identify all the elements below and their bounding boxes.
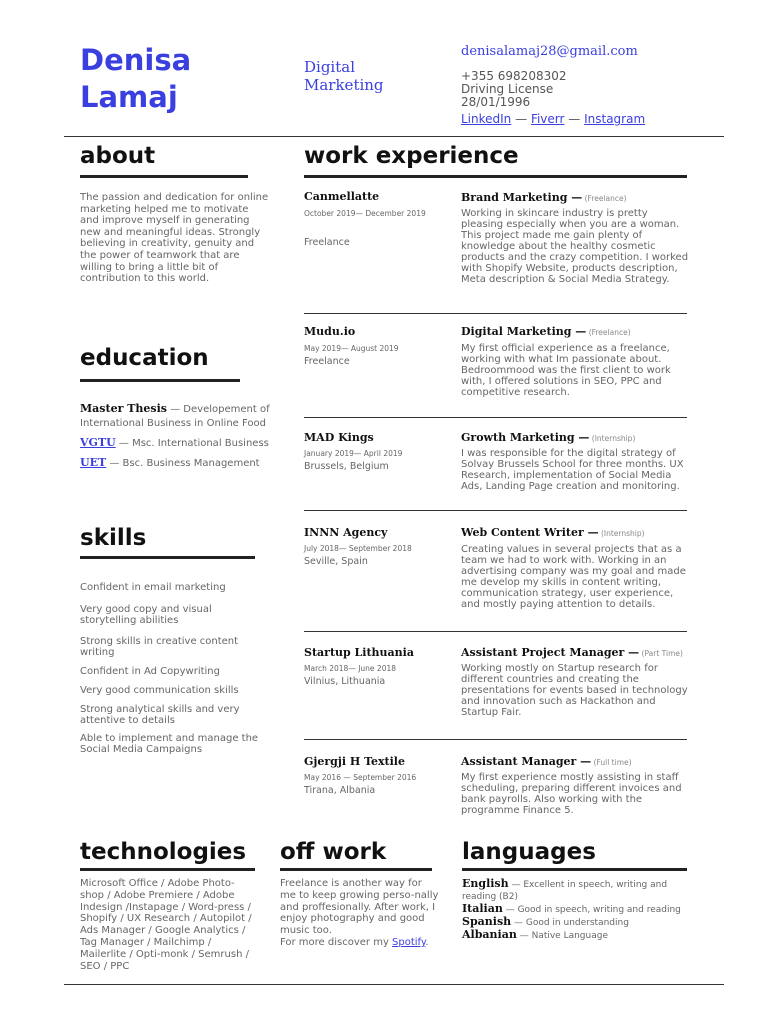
education-item xyxy=(80,456,280,471)
last-name: Lamaj xyxy=(80,80,178,114)
skill-item: Confident in Ad Copywriting xyxy=(80,666,220,677)
off-work-discover: For more discover my xyxy=(280,936,393,948)
job-title: Digital Marketing — (Freelance) xyxy=(461,325,631,338)
education-underline xyxy=(80,379,240,382)
driving-license: Driving License xyxy=(461,82,554,96)
job-location: Freelance xyxy=(304,356,350,367)
education-desc: — Bsc. Business Management xyxy=(106,458,260,469)
job-title: Web Content Writer — (Internship) xyxy=(461,526,645,539)
job-dates: March 2018— June 2018 xyxy=(304,664,397,673)
job-dates: July 2018— September 2018 xyxy=(304,544,412,553)
job-type: (Internship) xyxy=(589,434,636,443)
uet-link[interactable]: UET xyxy=(80,456,107,469)
role-line-2: Marketing xyxy=(304,76,384,94)
job-type: (Internship) xyxy=(598,529,645,538)
job-dates: May 2016 — September 2016 xyxy=(304,773,417,782)
job-description: My first official experience as a freelance, working with what Im passionate about. Bedroommood was the first client to work with, I offered solutions in SEO, PPC and competitive research. xyxy=(461,343,671,398)
work-heading: work experience xyxy=(304,143,519,169)
role-line-1: Digital xyxy=(304,58,355,76)
technologies-underline xyxy=(80,868,255,871)
job-dates: October 2019— December 2019 xyxy=(304,209,426,218)
language-name: Italian xyxy=(462,902,503,915)
work-underline xyxy=(304,175,687,178)
about-text: The passion and dedication for online marketing helped me to motivate and improve myself in generating new and meaningful ideas. Strongly believing in creativity, genuity and the power of teamwork that are willing to bring a little bit of contribution to this world. xyxy=(80,192,269,285)
job-location: Tirana, Albania xyxy=(304,785,376,796)
off-work-body: Freelance is another way for me to keep growing perso-nally and proffesionally. After work, I enjoy photography and good music too. xyxy=(280,878,439,937)
job-company: Startup Lithuania xyxy=(304,646,414,659)
link-separator: — xyxy=(511,112,531,126)
job-company: Gjergji H Textile xyxy=(304,755,405,768)
person-name xyxy=(80,42,191,116)
off-work-end: . xyxy=(425,936,429,948)
job-location: Brussels, Belgium xyxy=(304,461,389,472)
languages-underline xyxy=(462,868,687,871)
job-type: (Freelance) xyxy=(582,194,627,203)
link-separator: — xyxy=(564,112,585,126)
job-location: Seville, Spain xyxy=(304,556,368,567)
skill-item: Strong analytical skills and very attentive to details xyxy=(80,704,240,726)
technologies-heading: technologies xyxy=(80,839,247,865)
email-link[interactable]: denisalamaj28@gmail.com xyxy=(461,44,638,59)
education-desc: — Developement of International Business in Online Food xyxy=(80,404,270,429)
social-links xyxy=(461,113,645,125)
language-name: Albanian xyxy=(462,928,517,941)
vgtu-link[interactable]: VGTU xyxy=(80,436,116,449)
job-company: Canmellatte xyxy=(304,190,380,203)
language-level: — Good in understanding xyxy=(511,918,629,928)
skill-item: Very good communication skills xyxy=(80,685,239,696)
off-work-text xyxy=(280,878,440,949)
job-divider xyxy=(304,313,687,314)
job-description: I was responsible for the digital strategy of Solvay Brussels School for three months. UX Research, implementation of Social Media Ads, Landing Page creation and monitoring. xyxy=(461,448,684,492)
language-level: — Excellent in speech, writing and reading (B2) xyxy=(462,880,668,902)
education-title: Master Thesis xyxy=(80,402,167,415)
skill-item: Able to implement and manage the Social Media Campaigns xyxy=(80,733,259,755)
job-description: Working mostly on Startup research for different countries and creating the presentations for events based in technology and innovation such as Hackathon and Startup Fair. xyxy=(461,663,688,718)
instagram-link[interactable]: Instagram xyxy=(584,112,646,126)
fiverr-link[interactable]: Fiverr xyxy=(530,112,565,126)
first-name: Denisa xyxy=(80,43,192,77)
job-type: (Part Time) xyxy=(639,649,683,658)
skills-underline xyxy=(80,556,255,559)
job-divider xyxy=(304,631,687,632)
skills-heading: skills xyxy=(80,525,147,551)
job-divider xyxy=(304,510,687,511)
contact-block xyxy=(461,44,645,125)
job-location: Vilnius, Lithuania xyxy=(304,676,386,687)
job-description: Creating values in several projects that as a team we had to work with. Working in an advertising company was my goal and made me develop my skills in content writing, communication strategy, user experience, and mostly paying attention to details. xyxy=(461,544,686,610)
job-dates: January 2019— April 2019 xyxy=(304,449,403,458)
language-item xyxy=(462,929,687,942)
language-level: — Good in speech, writing and reading xyxy=(502,905,681,915)
skill-item: Very good copy and visual storytelling abilities xyxy=(80,604,212,626)
language-name: English xyxy=(462,877,509,890)
job-divider xyxy=(304,739,687,740)
job-location: Freelance xyxy=(304,237,350,248)
education-desc: — Msc. International Business xyxy=(115,438,269,449)
job-title: Assistant Manager — (Full time) xyxy=(461,755,632,768)
job-title: Brand Marketing — (Freelance) xyxy=(461,191,627,204)
language-item xyxy=(462,878,687,903)
job-type: (Freelance) xyxy=(586,328,631,337)
phone-number: +355 698208302 xyxy=(461,69,567,83)
education-heading: education xyxy=(80,345,209,371)
job-company: MAD Kings xyxy=(304,431,374,444)
job-title: Assistant Project Manager — (Part Time) xyxy=(461,646,683,659)
education-item xyxy=(80,402,280,431)
about-heading: about xyxy=(80,143,156,169)
job-title: Growth Marketing — (Internship) xyxy=(461,431,636,444)
languages-list xyxy=(462,878,687,942)
languages-heading: languages xyxy=(462,839,596,865)
skill-item: Strong skills in creative content writing xyxy=(80,636,239,658)
language-level: — Native Language xyxy=(516,931,608,941)
job-divider xyxy=(304,417,687,418)
header-divider xyxy=(64,136,724,137)
job-type: (Full time) xyxy=(591,758,632,767)
job-company: INNN Agency xyxy=(304,526,388,539)
job-description: Working in skincare industry is pretty pleasing especially when you are a woman. This project made me gain plenty of knowledge about the healthy cosmetic products and the crazy competition. I worked with Shopify Website, products description, Meta description & Social Media Strategy. xyxy=(461,208,689,285)
off-work-underline xyxy=(280,868,432,871)
technologies-text: Microsoft Office / Adobe Photo-shop / Adobe Premiere / Adobe Indesign /Instapage / Word-press / Shopify / UX Research / Autopilot / Ads Manager / Google Analytics / Tag Manager / Mailchimp / Mailerlite / Opti-monk / Semrush / SEO / PPC xyxy=(80,878,252,972)
job-description: My first experience mostly assisting in staff scheduling, preparing different invoices and bank payrolls. Also working with the programme Finance 5. xyxy=(461,772,682,816)
linkedin-link[interactable]: LinkedIn xyxy=(461,112,512,126)
job-company: Mudu.io xyxy=(304,325,356,338)
job-role xyxy=(304,58,384,94)
job-dates: May 2019— August 2019 xyxy=(304,344,399,353)
skill-item: Confident in email marketing xyxy=(80,582,226,593)
spotify-link[interactable]: Spotify xyxy=(392,936,426,948)
date-of-birth: 28/01/1996 xyxy=(461,95,531,109)
education-item xyxy=(80,436,280,451)
off-work-heading: off work xyxy=(280,839,387,865)
about-underline xyxy=(80,175,248,178)
footer-divider xyxy=(64,984,724,985)
language-name: Spanish xyxy=(462,915,512,928)
